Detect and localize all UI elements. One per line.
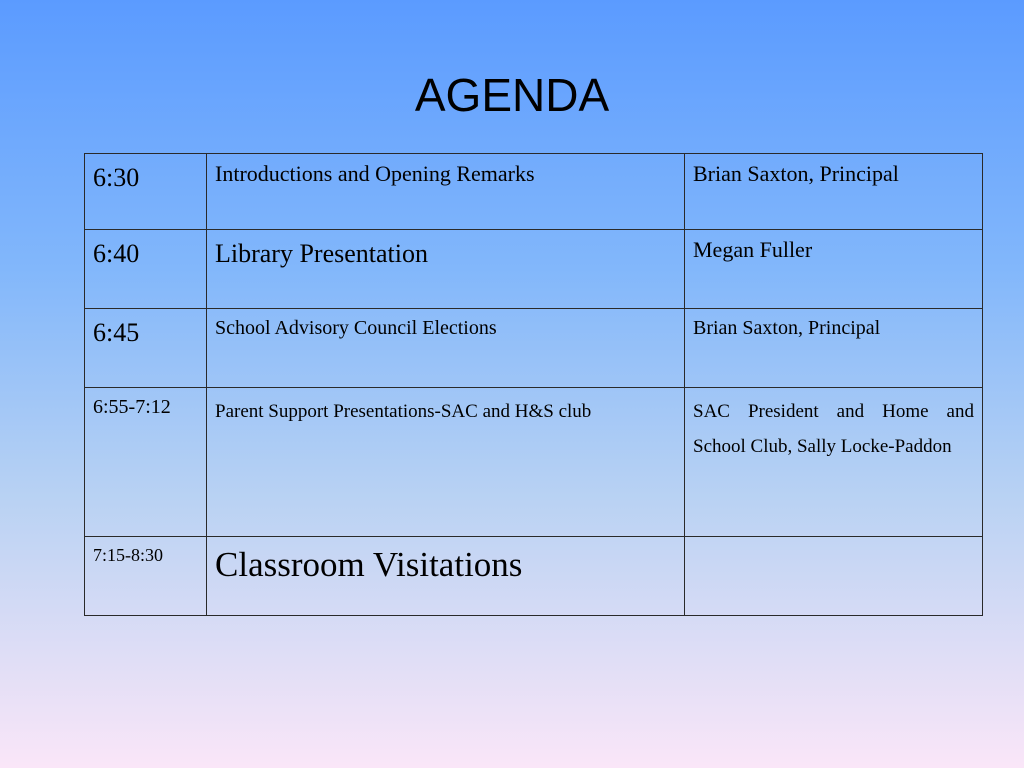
table-row: [85, 154, 983, 230]
item-cell: Introductions and Opening Remarks: [207, 154, 685, 230]
table-row: [85, 230, 983, 309]
presenter-cell: [685, 537, 983, 616]
table-row: [85, 388, 983, 537]
page-title: AGENDA: [414, 69, 610, 121]
time-cell: 7:15-8:30: [85, 537, 207, 616]
presenter-cell: Brian Saxton, Principal: [685, 154, 983, 230]
presenter-cell: Brian Saxton, Principal: [685, 309, 983, 388]
item-cell: Parent Support Presentations-SAC and H&S club: [207, 388, 685, 537]
time-cell: 6:30: [85, 154, 207, 230]
item-cell: Library Presentation: [207, 230, 685, 309]
item-cell: School Advisory Council Elections: [207, 309, 685, 388]
presenter-cell: Megan Fuller: [685, 230, 983, 309]
time-cell: 6:55-7:12: [85, 388, 207, 537]
item-cell: Classroom Visitations: [207, 537, 685, 616]
agenda-table: [84, 153, 983, 616]
presenter-cell: SAC President and Home and School Club, Sally Locke-Paddon: [685, 388, 983, 537]
time-cell: 6:40: [85, 230, 207, 309]
table-row: [85, 309, 983, 388]
table-row: [85, 537, 983, 616]
time-cell: 6:45: [85, 309, 207, 388]
